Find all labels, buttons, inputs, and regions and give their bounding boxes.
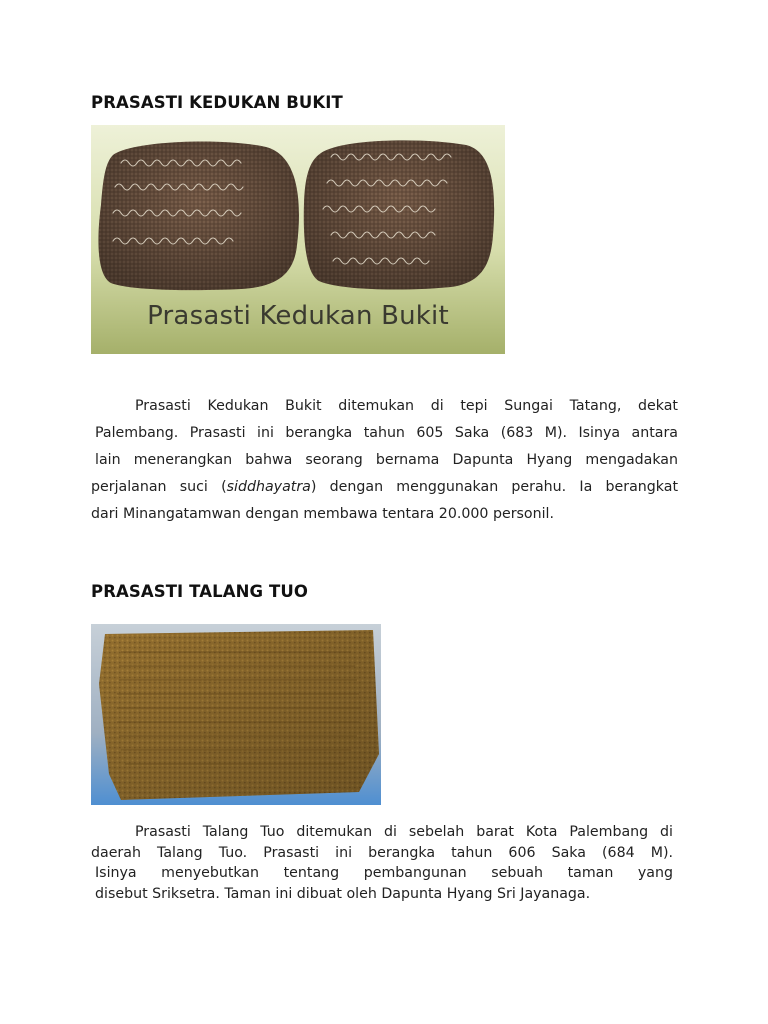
paragraph-line: [91, 474, 678, 501]
image-caption: Prasasti Kedukan Bukit: [147, 301, 449, 331]
kedukan-bukit-paragraph: [91, 393, 678, 528]
kedukan-bukit-photo: [91, 125, 505, 354]
section-title-talang-tuo: PRASASTI TALANG TUO: [91, 582, 308, 601]
talang-tuo-photo: [91, 624, 381, 805]
paragraph-line: disebut Sriksetra. Taman ini dibuat oleh Dapunta Hyang Sri Jayanaga.: [95, 885, 591, 902]
paragraph-line: daerah Talang Tuo. Prasasti ini berangka tahun 606 Saka (684 M).: [91, 844, 673, 861]
paragraph-line: Prasasti Talang Tuo ditemukan di sebelah barat Kota Palembang di: [135, 824, 673, 840]
paragraph-line: Palembang. Prasasti ini berangka tahun 605 Saka (683 M). Isinya antara: [95, 425, 678, 441]
inscribed-slab-illustration: [91, 624, 381, 805]
talang-tuo-paragraph: [91, 822, 673, 904]
italic-term: siddhayatra: [226, 479, 311, 495]
paragraph-line: Prasasti Kedukan Bukit ditemukan di tepi Sungai Tatang, dekat: [135, 398, 678, 414]
paragraph-line: Isinya menyebutkan tentang pembangunan sebuah taman yang: [95, 865, 673, 881]
text-run: ) dengan menggunakan perahu. Ia berangkat: [310, 479, 679, 495]
text-run: perjalanan suci (: [91, 479, 227, 495]
paragraph-line: lain menerangkan bahwa seorang bernama Dapunta Hyang mengadakan: [95, 452, 678, 468]
paragraph-line: dari Minangatamwan dengan membawa tentara 20.000 personil.: [91, 506, 554, 522]
section-title-kedukan-bukit: PRASASTI KEDUKAN BUKIT: [91, 93, 343, 112]
